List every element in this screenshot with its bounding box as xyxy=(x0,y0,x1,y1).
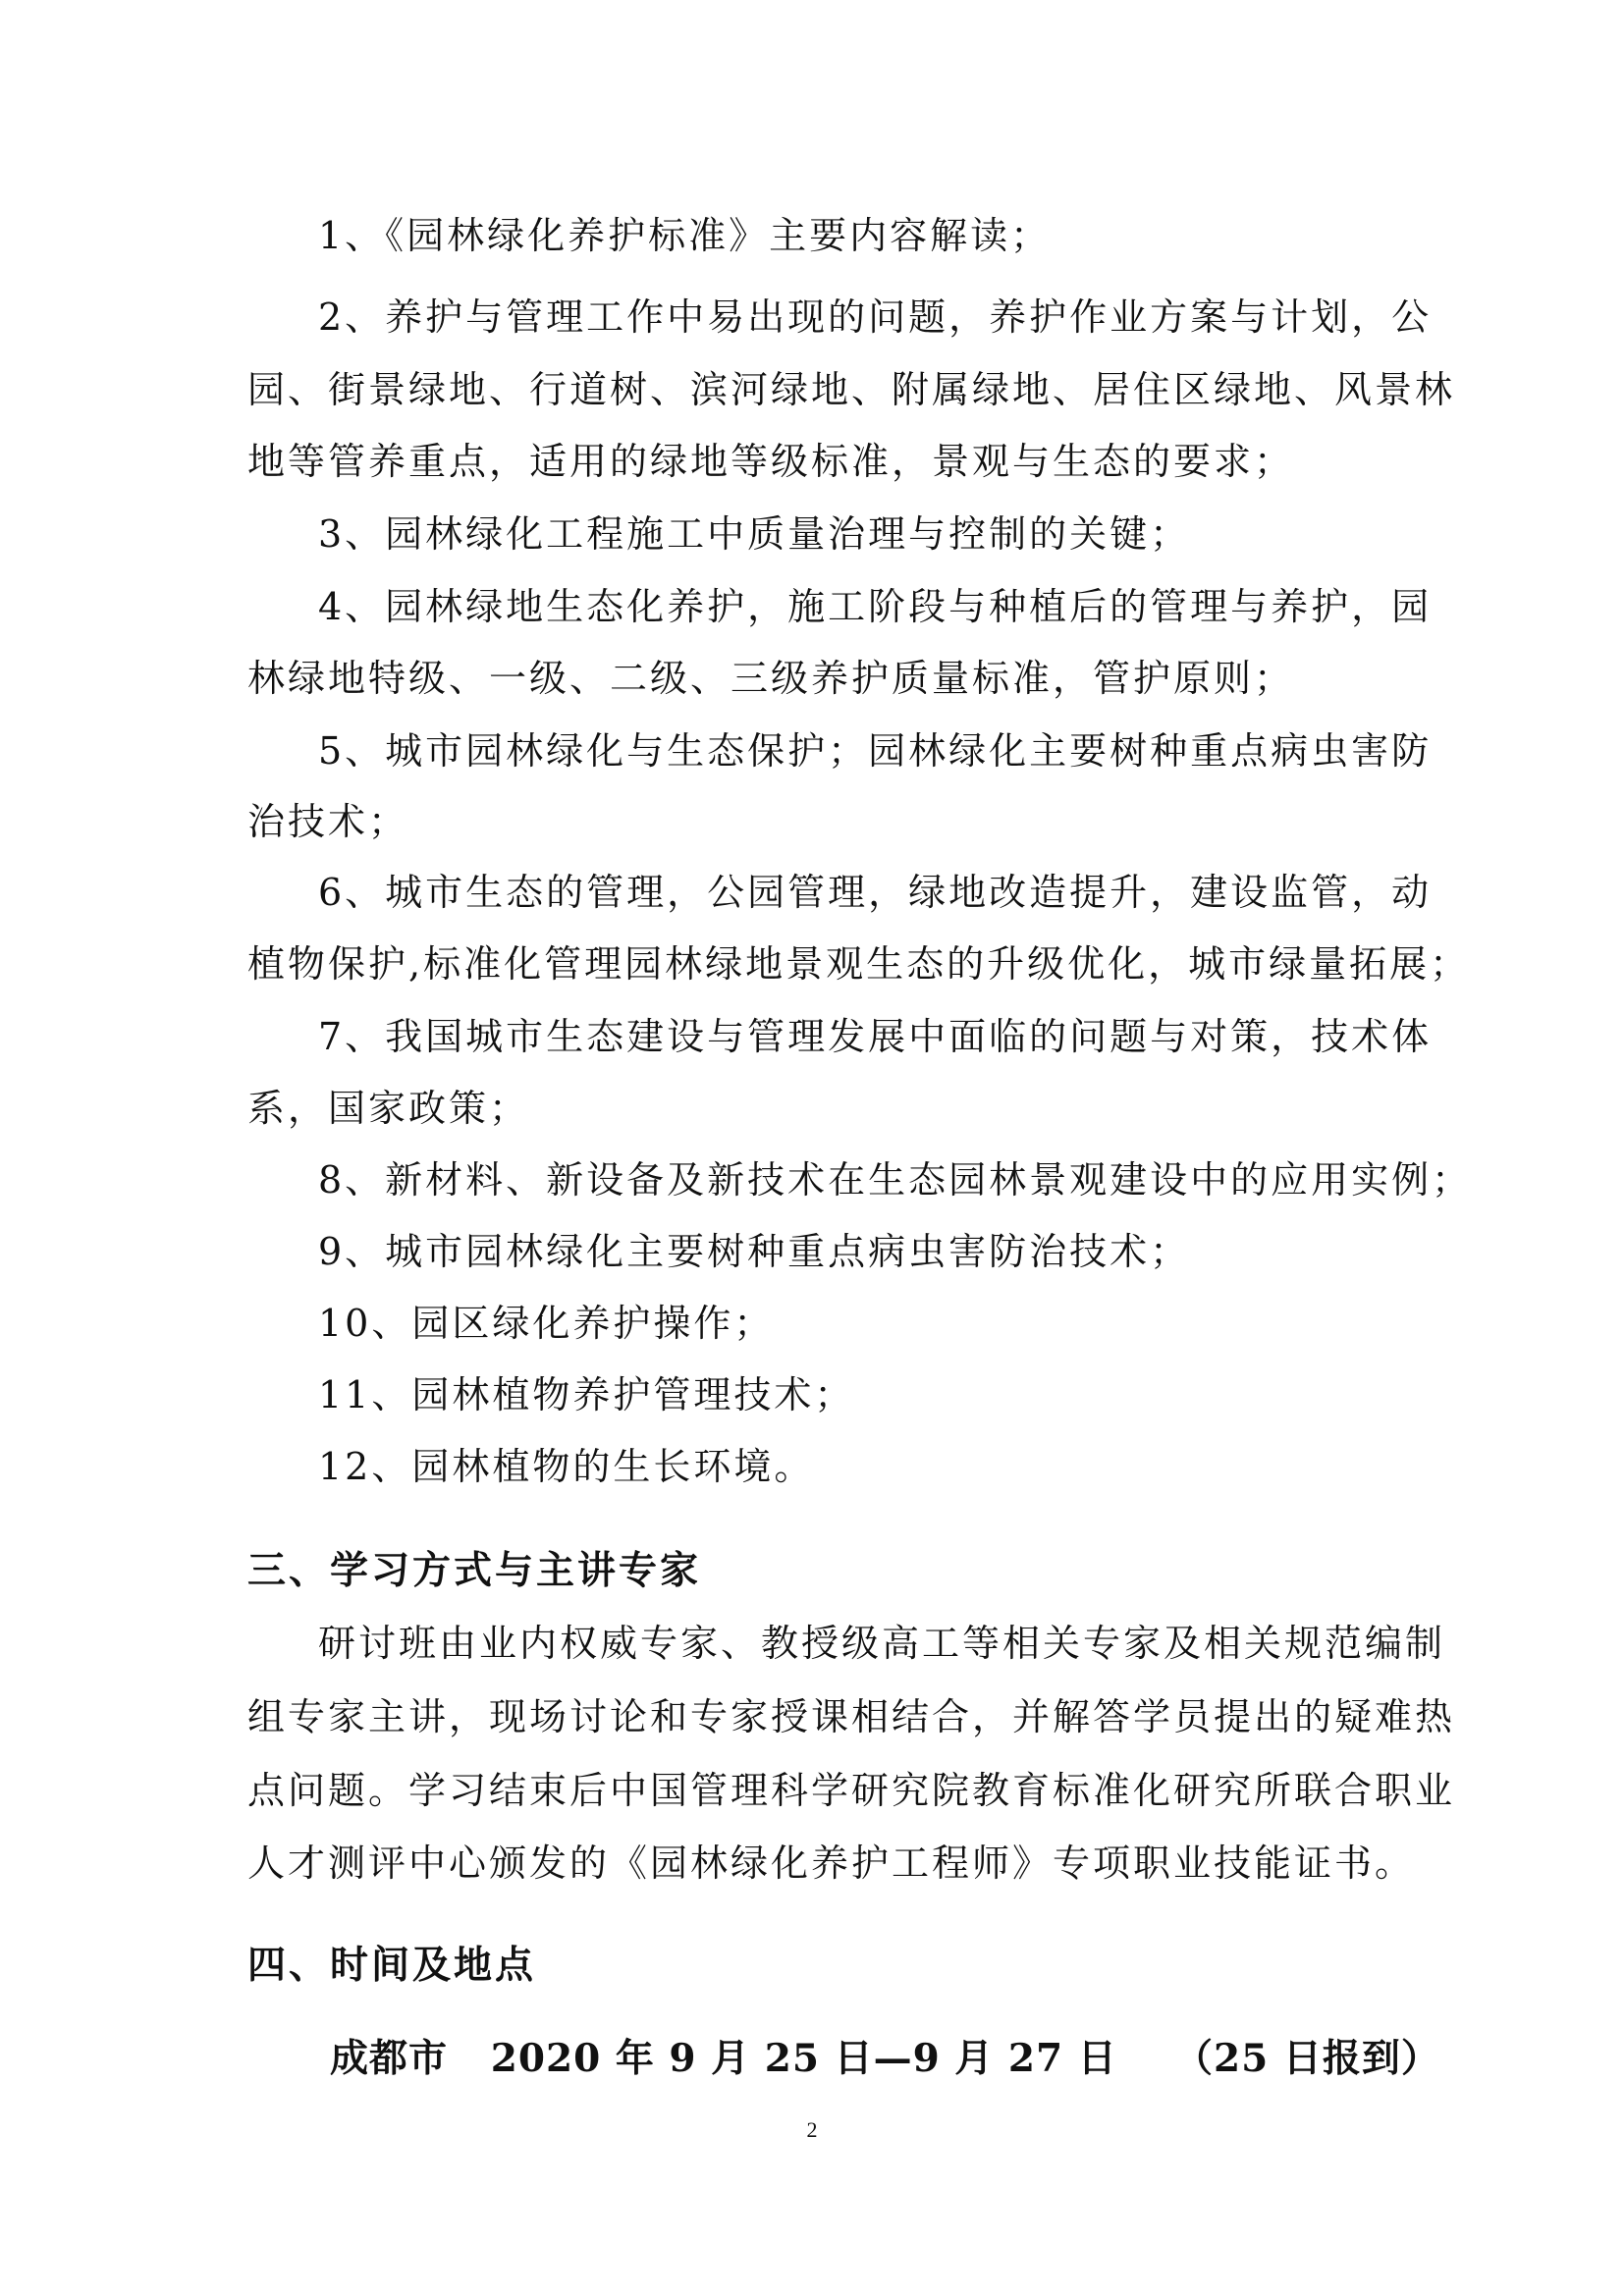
list-item-2-line-3: 地等管养重点，适用的绿地等级标准，景观与生态的要求； xyxy=(247,440,1295,483)
list-item-5-line-2: 治技术； xyxy=(247,800,409,843)
section-3-heading: 三、学习方式与主讲专家 xyxy=(247,1548,702,1593)
list-item-9: 9、城市园林绿化主要树种重点病虫害防治技术； xyxy=(318,1230,1191,1273)
list-item-10: 10、园区绿化养护操作； xyxy=(318,1302,775,1345)
list-item-3: 3、园林绿化工程施工中质量治理与控制的关键； xyxy=(318,512,1191,556)
list-item-6-line-1: 6、城市生态的管理，公园管理，绿地改造提升，建设监管，动 xyxy=(318,871,1433,914)
list-item-4-line-1: 4、园林绿地生态化养护，施工阶段与种植后的管理与养护，园 xyxy=(318,585,1433,628)
list-item-7-line-1: 7、我国城市生态建设与管理发展中面临的问题与对策，技术体 xyxy=(318,1015,1433,1058)
section-3-paragraph-line-3: 点问题。学习结束后中国管理科学研究院教育标准化研究所联合职业 xyxy=(247,1769,1456,1812)
list-item-11: 11、园林植物养护管理技术； xyxy=(318,1373,855,1416)
section-3-paragraph-line-4: 人才测评中心颁发的《园林绿化养护工程师》专项职业技能证书。 xyxy=(247,1842,1416,1885)
list-item-12: 12、园林植物的生长环境。 xyxy=(318,1445,815,1488)
page-number: 2 xyxy=(806,2117,818,2142)
list-item-5-line-1: 5、城市园林绿化与生态保护；园林绿化主要树种重点病虫害防 xyxy=(318,729,1433,773)
schedule-line: 成都市 2020 年 9 月 25 日—9 月 27 日 （25 日报到） xyxy=(330,2036,1440,2081)
list-item-8: 8、新材料、新设备及新技术在生态园林景观建设中的应用实例； xyxy=(318,1158,1473,1201)
section-4-heading: 四、时间及地点 xyxy=(247,1943,537,1988)
section-3-paragraph-line-1: 研讨班由业内权威专家、教授级高工等相关专家及相关规范编制 xyxy=(318,1622,1446,1665)
list-item-1: 1、《园林绿化养护标准》主要内容解读； xyxy=(318,214,1052,257)
list-item-6-line-2: 植物保护,标准化管理园林绿地景观生态的升级优化，城市绿量拓展； xyxy=(247,942,1471,986)
list-item-4-line-2: 林绿地特级、一级、二级、三级养护质量标准，管护原则； xyxy=(247,657,1295,700)
list-item-2-line-1: 2、养护与管理工作中易出现的问题，养护作业方案与计划，公 xyxy=(318,295,1433,339)
section-3-paragraph-line-2: 组专家主讲，现场讨论和专家授课相结合，并解答学员提出的疑难热 xyxy=(247,1695,1456,1738)
list-item-2-line-2: 园、街景绿地、行道树、滨河绿地、附属绿地、居住区绿地、风景林 xyxy=(247,368,1456,411)
list-item-7-line-2: 系，国家政策； xyxy=(247,1087,530,1130)
